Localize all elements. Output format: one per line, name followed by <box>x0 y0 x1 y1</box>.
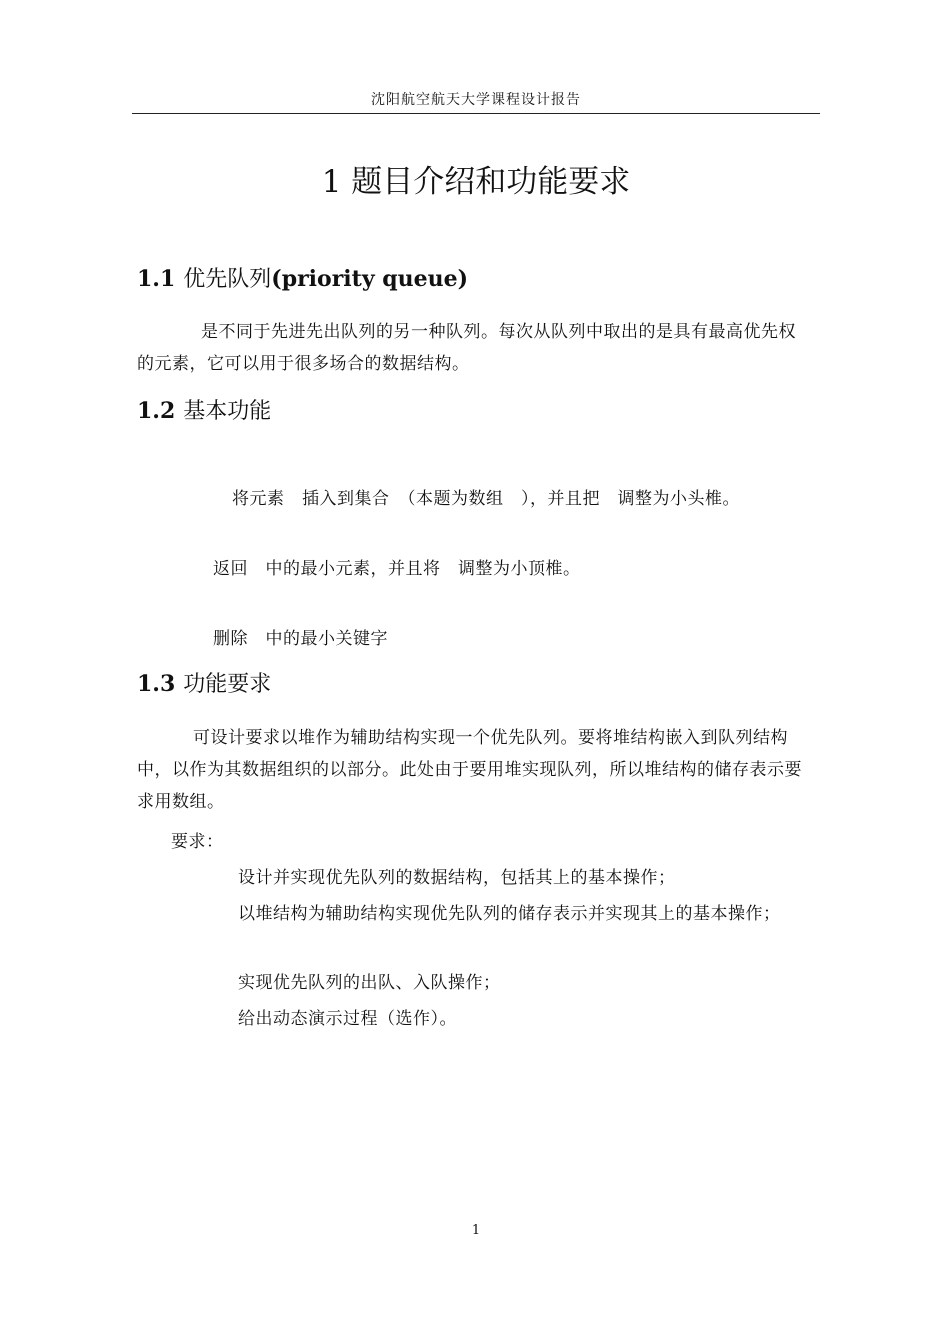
page-header: 沈阳航空航天大学课程设计报告 <box>132 90 820 114</box>
requirement-item: 设计并实现优先队列的数据结构，包括其上的基本操作； <box>238 868 676 888</box>
section-heading-1-1 <box>137 264 468 295</box>
requirements-label: 要求： <box>171 832 224 852</box>
section-title-en: (priority queue) <box>271 266 469 292</box>
section-title: 基本功能 <box>183 399 272 424</box>
section-number: 1.1 <box>137 266 176 292</box>
section-title: 优先队列 <box>183 267 272 292</box>
requirement-item: 以堆结构为辅助结构实现优先队列的储存表示并实现其上的基本操作； <box>238 904 781 924</box>
function-item-insert: 将元素 插入到集合 （本题为数组 ），并且把 调整为小头椎。 <box>232 489 740 509</box>
section-paragraph-1-1: 是不同于先进先出队列的另一种队列。每次从队列中取出的是具有最高优先权的元素，它可以用于很多场合的数据结构。 <box>137 322 796 374</box>
section-heading-1-3 <box>137 669 271 700</box>
function-item-return-min: 返回 中的最小元素，并且将 调整为小顶椎。 <box>213 559 581 579</box>
requirement-item: 实现优先队列的出队、入队操作； <box>238 973 501 993</box>
function-item-delete-min: 删除 中的最小关键字 <box>213 629 388 649</box>
section-title: 功能要求 <box>183 672 272 697</box>
section-heading-1-2 <box>137 396 271 427</box>
requirement-item: 给出动态演示过程（选作）。 <box>238 1009 457 1029</box>
section-paragraph-1-3: 可设计要求以堆作为辅助结构实现一个优先队列。要将堆结构嵌入到队列结构中，以作为其数据组织的以部分。此处由于要用堆实现队列，所以堆结构的储存表示要求用数组。 <box>137 728 802 812</box>
section-number: 1.3 <box>137 671 176 697</box>
section-number: 1.2 <box>137 398 176 424</box>
page-title: 1 题目介绍和功能要求 <box>321 164 631 200</box>
page-number: 1 <box>471 1223 481 1238</box>
